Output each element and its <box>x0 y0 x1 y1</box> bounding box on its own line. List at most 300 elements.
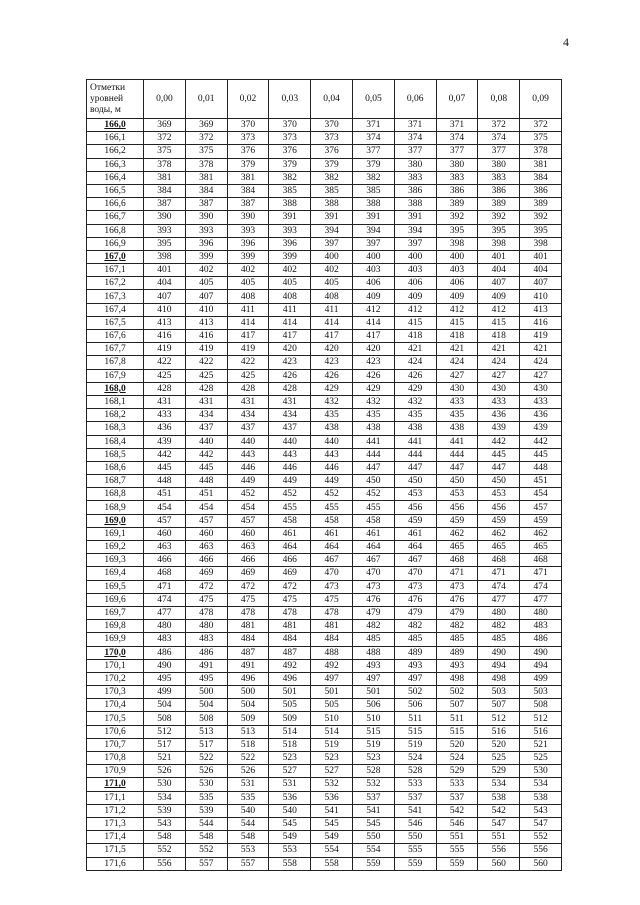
table-cell: 457 <box>227 514 269 527</box>
table-cell: 488 <box>352 646 394 659</box>
table-cell: 557 <box>185 857 227 870</box>
table-cell: 442 <box>144 448 186 461</box>
table-cell: 459 <box>436 514 478 527</box>
table-cell: 498 <box>478 672 520 685</box>
table-cell: 540 <box>227 804 269 817</box>
table-cell: 370 <box>227 119 269 132</box>
table-row <box>87 369 562 382</box>
table-cell: 495 <box>144 672 186 685</box>
table-body <box>87 119 562 871</box>
table-cell: 545 <box>269 817 311 830</box>
table-cell: 390 <box>185 211 227 224</box>
table-cell: 545 <box>311 817 353 830</box>
table-cell: 443 <box>311 448 353 461</box>
table-cell: 423 <box>352 356 394 369</box>
table-cell: 483 <box>185 633 227 646</box>
table-cell: 551 <box>436 831 478 844</box>
table-cell: 541 <box>311 804 353 817</box>
table-cell: 384 <box>144 184 186 197</box>
table-cell: 417 <box>227 330 269 343</box>
table-cell: 468 <box>144 567 186 580</box>
table-cell: 413 <box>520 303 562 316</box>
table-cell: 500 <box>185 686 227 699</box>
table-cell: 378 <box>144 158 186 171</box>
table-cell: 472 <box>269 580 311 593</box>
table-cell: 425 <box>185 369 227 382</box>
table-cell: 379 <box>227 158 269 171</box>
table-cell: 463 <box>144 541 186 554</box>
table-cell: 424 <box>520 356 562 369</box>
table-cell: 550 <box>394 831 436 844</box>
table-row <box>87 659 562 672</box>
table-cell: 535 <box>227 791 269 804</box>
table-cell: 454 <box>520 488 562 501</box>
table-cell: 510 <box>352 712 394 725</box>
table-cell: 393 <box>144 224 186 237</box>
table-cell: 517 <box>144 738 186 751</box>
table-cell: 511 <box>394 712 436 725</box>
table-cell: 485 <box>352 633 394 646</box>
table-cell: 408 <box>227 290 269 303</box>
table-cell: 386 <box>394 184 436 197</box>
table-cell: 463 <box>227 541 269 554</box>
table-row <box>87 844 562 857</box>
table-cell: 466 <box>269 554 311 567</box>
table-cell: 403 <box>394 264 436 277</box>
table-cell: 514 <box>311 725 353 738</box>
table-row <box>87 250 562 263</box>
table-row <box>87 699 562 712</box>
table-cell: 380 <box>478 158 520 171</box>
table-cell: 467 <box>352 554 394 567</box>
table-cell: 469 <box>185 567 227 580</box>
table-cell: 421 <box>394 343 436 356</box>
table-cell: 450 <box>436 475 478 488</box>
table-cell: 431 <box>227 395 269 408</box>
table-cell: 428 <box>227 382 269 395</box>
table-cell: 487 <box>269 646 311 659</box>
table-cell: 406 <box>394 277 436 290</box>
table-row <box>87 712 562 725</box>
table-cell: 458 <box>269 514 311 527</box>
table-cell: 553 <box>227 844 269 857</box>
table-cell: 482 <box>394 620 436 633</box>
table-cell: 416 <box>144 330 186 343</box>
table-cell: 391 <box>311 211 353 224</box>
table-cell: 461 <box>352 527 394 540</box>
table-cell: 440 <box>269 435 311 448</box>
table-cell: 374 <box>352 132 394 145</box>
column-header: 0,05 <box>352 80 394 119</box>
table-cell: 473 <box>352 580 394 593</box>
table-cell: 426 <box>352 369 394 382</box>
table-cell: 448 <box>520 461 562 474</box>
table-row <box>87 171 562 184</box>
table-row <box>87 593 562 606</box>
table-cell: 445 <box>478 448 520 461</box>
table-cell: 523 <box>311 752 353 765</box>
row-level-cell: 169,7 <box>87 606 144 619</box>
row-level-cell: 171,2 <box>87 804 144 817</box>
table-cell: 383 <box>436 171 478 184</box>
table-cell: 421 <box>520 343 562 356</box>
table-cell: 396 <box>185 237 227 250</box>
table-cell: 419 <box>520 330 562 343</box>
table-row <box>87 290 562 303</box>
table-cell: 375 <box>144 145 186 158</box>
table-cell: 457 <box>144 514 186 527</box>
table-cell: 392 <box>436 211 478 224</box>
table-cell: 482 <box>478 620 520 633</box>
table-cell: 511 <box>436 712 478 725</box>
table-cell: 447 <box>478 461 520 474</box>
table-cell: 465 <box>520 541 562 554</box>
table-cell: 462 <box>436 527 478 540</box>
table-cell: 558 <box>269 857 311 870</box>
table-cell: 375 <box>185 145 227 158</box>
table-cell: 373 <box>227 132 269 145</box>
table-cell: 455 <box>352 501 394 514</box>
row-level-cell: 166,7 <box>87 211 144 224</box>
table-cell: 405 <box>269 277 311 290</box>
table-row <box>87 488 562 501</box>
table-cell: 398 <box>436 237 478 250</box>
table-cell: 410 <box>144 303 186 316</box>
table-cell: 490 <box>144 659 186 672</box>
table-cell: 559 <box>352 857 394 870</box>
table-cell: 386 <box>478 184 520 197</box>
table-cell: 427 <box>520 369 562 382</box>
table-cell: 452 <box>352 488 394 501</box>
table-cell: 436 <box>478 409 520 422</box>
table-row <box>87 606 562 619</box>
table-cell: 477 <box>478 593 520 606</box>
table-cell: 471 <box>436 567 478 580</box>
table-row <box>87 620 562 633</box>
row-level-cell: 170,2 <box>87 672 144 685</box>
table-cell: 440 <box>227 435 269 448</box>
table-cell: 437 <box>227 422 269 435</box>
table-cell: 464 <box>311 541 353 554</box>
table-row <box>87 224 562 237</box>
table-cell: 505 <box>311 699 353 712</box>
column-header: 0,02 <box>227 80 269 119</box>
table-cell: 534 <box>520 778 562 791</box>
row-level-cell: 171,6 <box>87 857 144 870</box>
table-cell: 377 <box>478 145 520 158</box>
table-cell: 497 <box>352 672 394 685</box>
table-cell: 374 <box>394 132 436 145</box>
row-level-cell: 170,4 <box>87 699 144 712</box>
table-cell: 556 <box>478 844 520 857</box>
table-cell: 414 <box>352 316 394 329</box>
table-cell: 518 <box>269 738 311 751</box>
table-cell: 390 <box>144 211 186 224</box>
table-cell: 457 <box>520 501 562 514</box>
row-level-cell: 169,0 <box>87 514 144 527</box>
table-cell: 484 <box>311 633 353 646</box>
table-cell: 502 <box>394 686 436 699</box>
table-row <box>87 527 562 540</box>
table-cell: 400 <box>394 250 436 263</box>
table-cell: 452 <box>227 488 269 501</box>
table-cell: 497 <box>394 672 436 685</box>
table-cell: 512 <box>478 712 520 725</box>
row-level-cell: 167,4 <box>87 303 144 316</box>
table-cell: 397 <box>394 237 436 250</box>
table-cell: 420 <box>352 343 394 356</box>
table-cell: 427 <box>436 369 478 382</box>
table-cell: 462 <box>478 527 520 540</box>
table-cell: 497 <box>311 672 353 685</box>
table-cell: 401 <box>478 250 520 263</box>
table-cell: 396 <box>269 237 311 250</box>
table-cell: 504 <box>227 699 269 712</box>
table-cell: 472 <box>185 580 227 593</box>
table-cell: 392 <box>478 211 520 224</box>
table-cell: 431 <box>269 395 311 408</box>
table-cell: 387 <box>185 198 227 211</box>
table-cell: 409 <box>394 290 436 303</box>
table-cell: 478 <box>269 606 311 619</box>
table-cell: 536 <box>269 791 311 804</box>
table-cell: 401 <box>144 264 186 277</box>
table-cell: 485 <box>394 633 436 646</box>
table-cell: 455 <box>269 501 311 514</box>
table-cell: 525 <box>520 752 562 765</box>
table-cell: 416 <box>520 316 562 329</box>
table-cell: 449 <box>311 475 353 488</box>
table-cell: 518 <box>227 738 269 751</box>
table-cell: 493 <box>436 659 478 672</box>
table-cell: 479 <box>394 606 436 619</box>
table-cell: 431 <box>185 395 227 408</box>
table-cell: 433 <box>520 395 562 408</box>
table-cell: 460 <box>227 527 269 540</box>
table-cell: 372 <box>185 132 227 145</box>
table-cell: 433 <box>436 395 478 408</box>
table-cell: 409 <box>352 290 394 303</box>
table-cell: 398 <box>478 237 520 250</box>
table-cell: 406 <box>436 277 478 290</box>
table-cell: 480 <box>144 620 186 633</box>
table-cell: 415 <box>478 316 520 329</box>
table-cell: 530 <box>520 765 562 778</box>
column-header: 0,01 <box>185 80 227 119</box>
row-level-cell: 166,6 <box>87 198 144 211</box>
table-cell: 494 <box>478 659 520 672</box>
table-cell: 397 <box>352 237 394 250</box>
row-level-cell: 167,1 <box>87 264 144 277</box>
row-level-cell: 166,2 <box>87 145 144 158</box>
table-cell: 541 <box>394 804 436 817</box>
table-cell: 482 <box>352 620 394 633</box>
table-row <box>87 752 562 765</box>
table-cell: 430 <box>478 382 520 395</box>
table-cell: 519 <box>311 738 353 751</box>
table-row <box>87 857 562 870</box>
table-row <box>87 554 562 567</box>
table-cell: 408 <box>311 290 353 303</box>
table-cell: 406 <box>352 277 394 290</box>
table-cell: 453 <box>436 488 478 501</box>
table-cell: 504 <box>144 699 186 712</box>
table-cell: 373 <box>311 132 353 145</box>
row-level-cell: 169,6 <box>87 593 144 606</box>
table-cell: 371 <box>436 119 478 132</box>
table-cell: 379 <box>311 158 353 171</box>
table-cell: 519 <box>352 738 394 751</box>
table-cell: 526 <box>144 765 186 778</box>
table-cell: 456 <box>394 501 436 514</box>
table-cell: 521 <box>520 738 562 751</box>
table-cell: 514 <box>269 725 311 738</box>
table-row <box>87 725 562 738</box>
table-cell: 459 <box>520 514 562 527</box>
table-cell: 412 <box>436 303 478 316</box>
table-row <box>87 514 562 527</box>
table-cell: 490 <box>520 646 562 659</box>
table-cell: 417 <box>269 330 311 343</box>
table-cell: 373 <box>269 132 311 145</box>
table-cell: 556 <box>144 857 186 870</box>
table-cell: 560 <box>520 857 562 870</box>
row-level-cell: 168,2 <box>87 409 144 422</box>
table-cell: 506 <box>352 699 394 712</box>
table-cell: 376 <box>311 145 353 158</box>
table-cell: 477 <box>520 593 562 606</box>
table-cell: 516 <box>520 725 562 738</box>
table-cell: 435 <box>394 409 436 422</box>
table-cell: 490 <box>478 646 520 659</box>
table-cell: 439 <box>520 422 562 435</box>
table-cell: 528 <box>352 765 394 778</box>
table-cell: 403 <box>352 264 394 277</box>
table-cell: 400 <box>436 250 478 263</box>
table-cell: 441 <box>352 435 394 448</box>
table-row <box>87 119 562 132</box>
table-cell: 450 <box>352 475 394 488</box>
table-cell: 532 <box>311 778 353 791</box>
table-cell: 449 <box>269 475 311 488</box>
table-cell: 475 <box>227 593 269 606</box>
table-cell: 446 <box>311 461 353 474</box>
table-cell: 509 <box>227 712 269 725</box>
table-cell: 555 <box>436 844 478 857</box>
table-cell: 405 <box>185 277 227 290</box>
table-cell: 548 <box>227 831 269 844</box>
table-cell: 502 <box>436 686 478 699</box>
table-cell: 546 <box>436 817 478 830</box>
table-cell: 401 <box>520 250 562 263</box>
table-cell: 458 <box>311 514 353 527</box>
table-cell: 494 <box>520 659 562 672</box>
table-cell: 483 <box>520 620 562 633</box>
table-cell: 554 <box>352 844 394 857</box>
table-cell: 399 <box>227 250 269 263</box>
table-cell: 545 <box>352 817 394 830</box>
table-cell: 447 <box>436 461 478 474</box>
table-cell: 454 <box>227 501 269 514</box>
table-cell: 461 <box>311 527 353 540</box>
table-cell: 489 <box>394 646 436 659</box>
table-cell: 505 <box>269 699 311 712</box>
table-cell: 371 <box>394 119 436 132</box>
table-cell: 426 <box>394 369 436 382</box>
table-cell: 557 <box>227 857 269 870</box>
table-cell: 425 <box>144 369 186 382</box>
table-cell: 393 <box>269 224 311 237</box>
row-level-cell: 169,2 <box>87 541 144 554</box>
table-cell: 481 <box>269 620 311 633</box>
table-cell: 436 <box>144 422 186 435</box>
table-cell: 429 <box>352 382 394 395</box>
table-cell: 474 <box>478 580 520 593</box>
table-cell: 432 <box>394 395 436 408</box>
table-cell: 420 <box>269 343 311 356</box>
table-cell: 432 <box>311 395 353 408</box>
table-cell: 507 <box>478 699 520 712</box>
table-cell: 442 <box>520 435 562 448</box>
table-cell: 552 <box>185 844 227 857</box>
table-cell: 508 <box>185 712 227 725</box>
table-cell: 372 <box>520 119 562 132</box>
table-cell: 433 <box>144 409 186 422</box>
table-cell: 533 <box>394 778 436 791</box>
table-cell: 540 <box>269 804 311 817</box>
table-row <box>87 686 562 699</box>
table-cell: 411 <box>269 303 311 316</box>
table-cell: 515 <box>352 725 394 738</box>
table-row <box>87 264 562 277</box>
table-cell: 415 <box>436 316 478 329</box>
table-cell: 442 <box>478 435 520 448</box>
table-cell: 470 <box>394 567 436 580</box>
table-row <box>87 435 562 448</box>
table-cell: 479 <box>436 606 478 619</box>
table-cell: 455 <box>311 501 353 514</box>
row-level-cell: 170,5 <box>87 712 144 725</box>
table-cell: 411 <box>311 303 353 316</box>
table-cell: 507 <box>436 699 478 712</box>
table-cell: 424 <box>478 356 520 369</box>
column-header: 0,04 <box>311 80 353 119</box>
row-level-cell: 171,3 <box>87 817 144 830</box>
table-cell: 524 <box>436 752 478 765</box>
table-cell: 450 <box>478 475 520 488</box>
table-cell: 528 <box>394 765 436 778</box>
table-cell: 450 <box>394 475 436 488</box>
table-cell: 407 <box>185 290 227 303</box>
table-cell: 431 <box>144 395 186 408</box>
table-cell: 549 <box>269 831 311 844</box>
table-cell: 440 <box>185 435 227 448</box>
table-cell: 409 <box>478 290 520 303</box>
table-cell: 370 <box>269 119 311 132</box>
table-cell: 530 <box>144 778 186 791</box>
table-cell: 461 <box>394 527 436 540</box>
table-cell: 422 <box>144 356 186 369</box>
table-cell: 392 <box>520 211 562 224</box>
row-level-cell: 167,7 <box>87 343 144 356</box>
table-cell: 534 <box>478 778 520 791</box>
table-row <box>87 409 562 422</box>
table-cell: 476 <box>352 593 394 606</box>
row-level-cell: 171,5 <box>87 844 144 857</box>
table-cell: 536 <box>311 791 353 804</box>
row-level-cell: 170,3 <box>87 686 144 699</box>
table-cell: 546 <box>394 817 436 830</box>
